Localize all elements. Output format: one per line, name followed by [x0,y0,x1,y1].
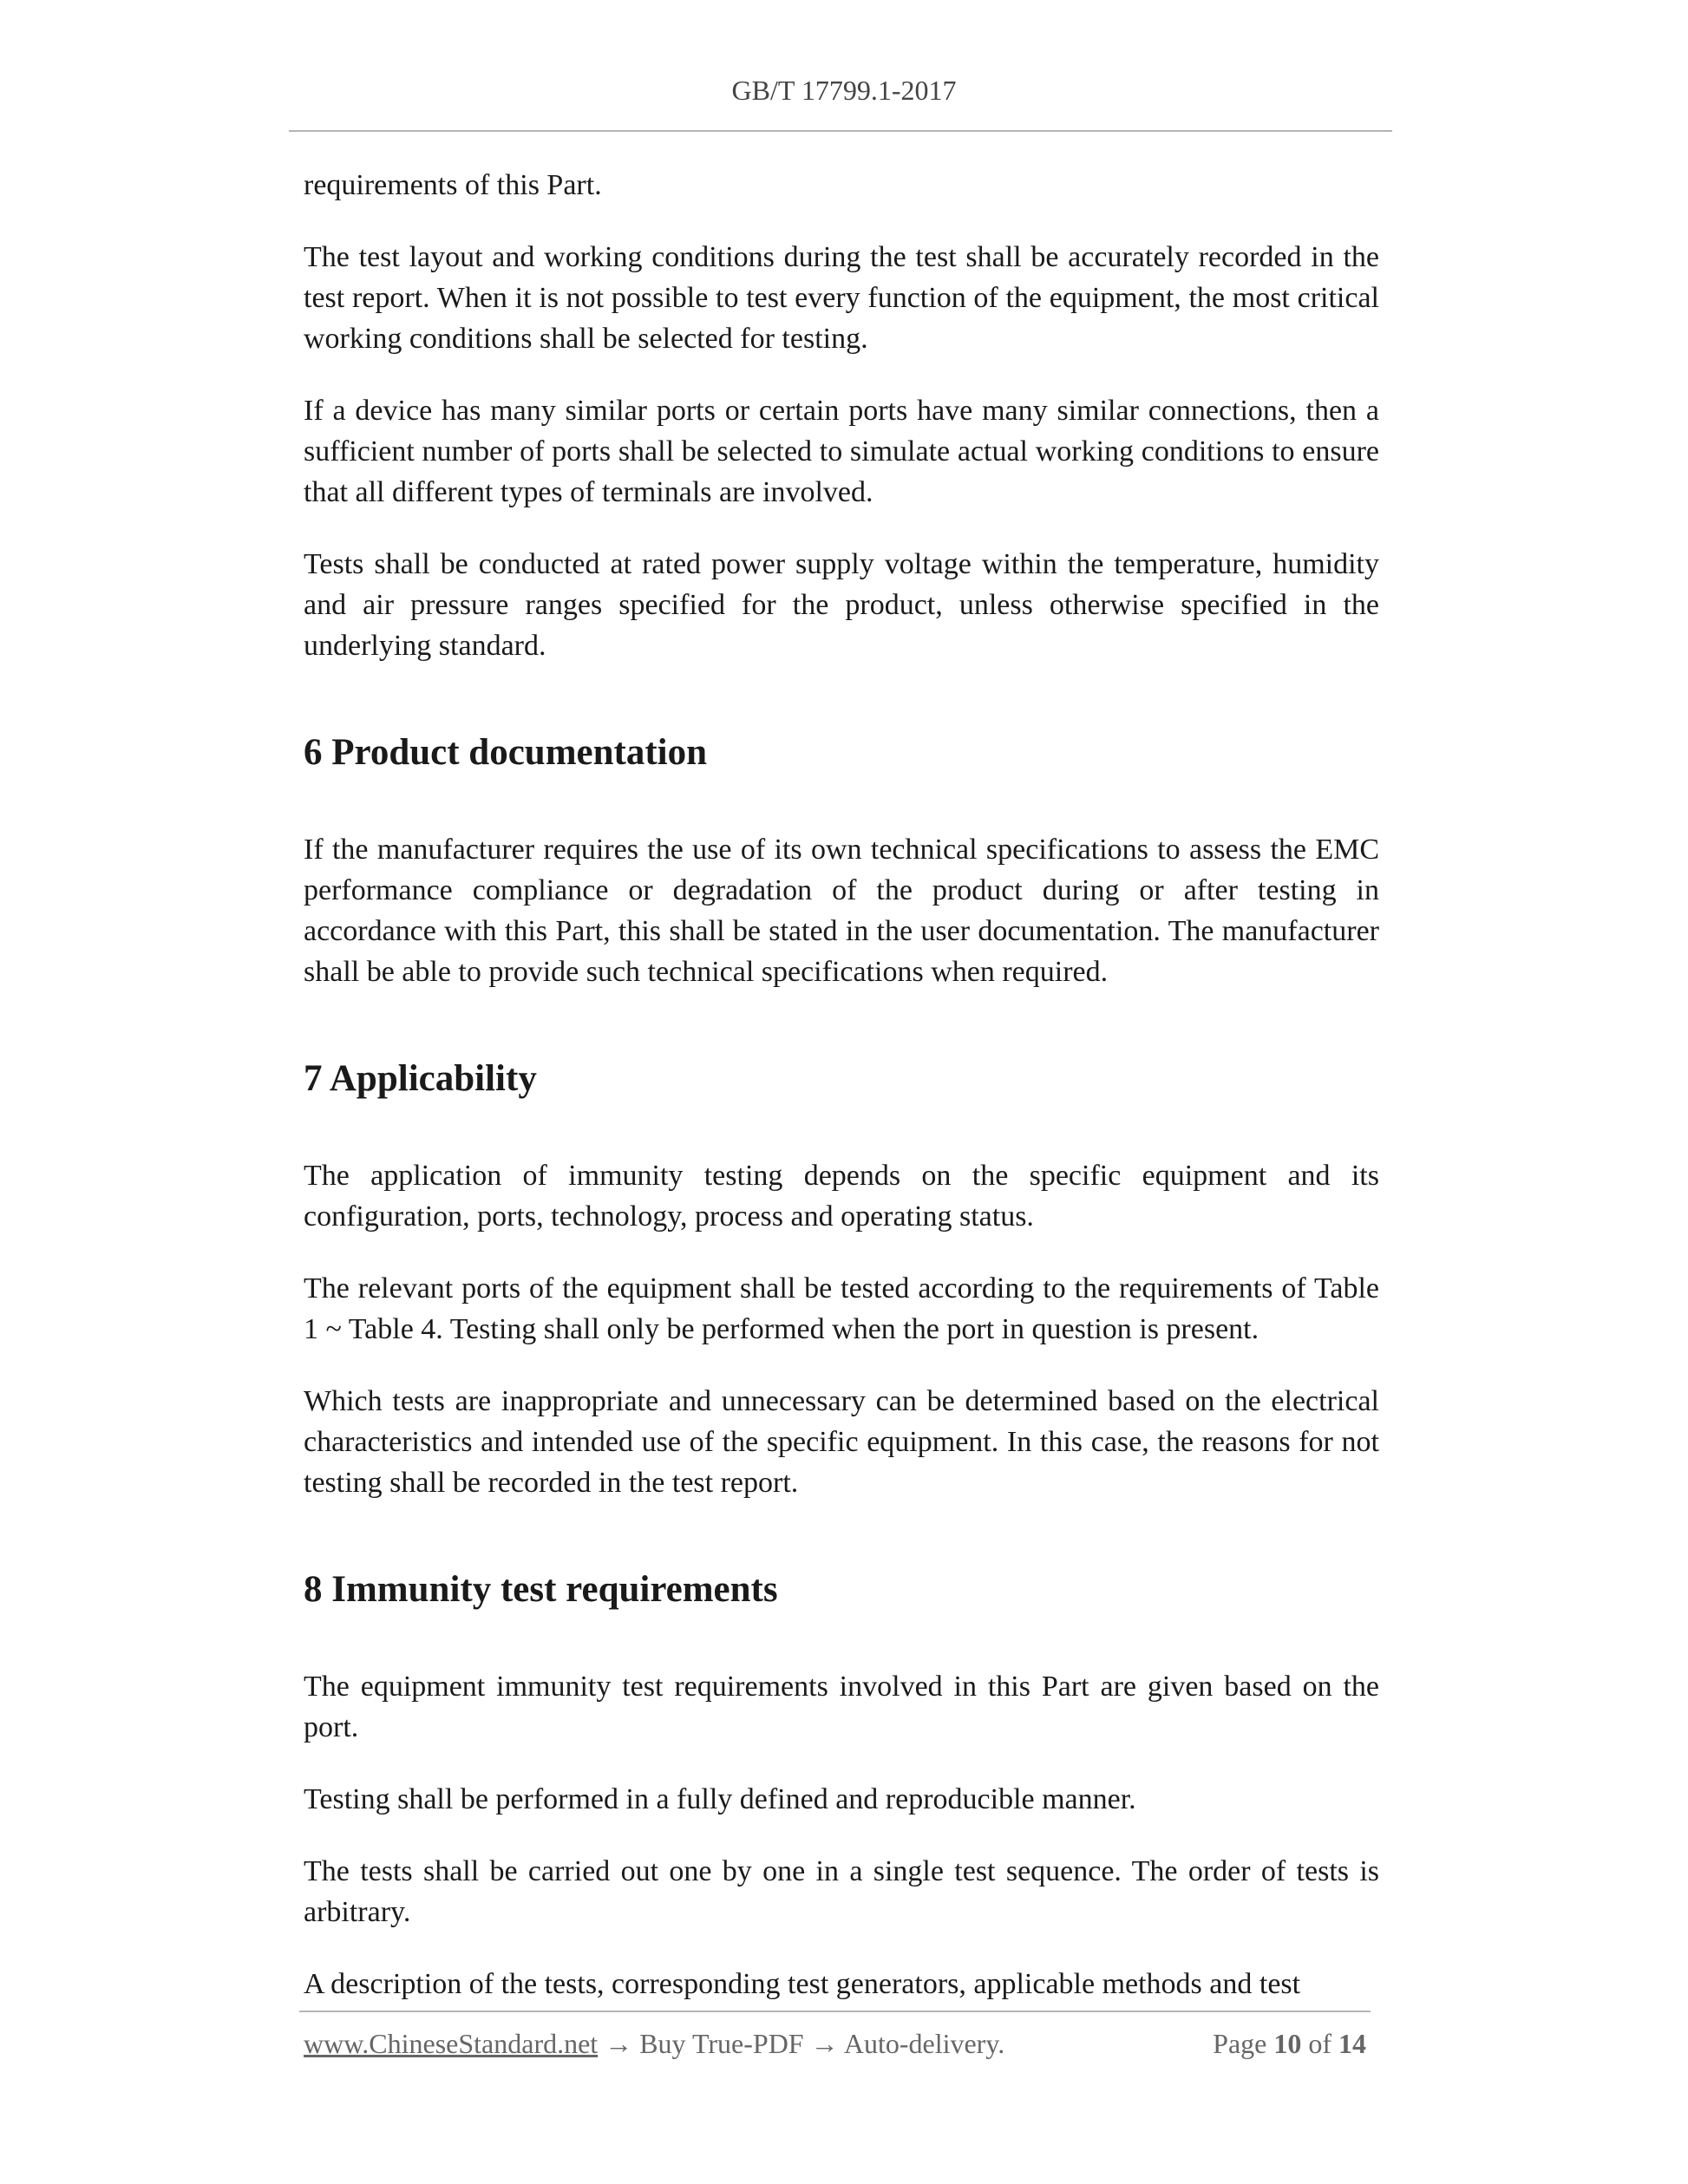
paragraph: Testing shall be performed in a fully defined and reproducible manner. [304,1783,1136,1815]
arrow-right-icon: → [810,2028,839,2059]
paragraph: A description of the tests, corresponding test generators, applicable methods and test [304,1968,1301,2000]
paragraph: The application of immunity testing depends on the specific equipment and its configuration, ports, technology, process and operating status. [304,1160,1379,1233]
paragraph: The equipment immunity test requirements involved in this Part are given based on the port. [304,1671,1379,1743]
website-link[interactable]: www.ChineseStandard.net [304,2028,599,2059]
section-heading-product-documentation: 6 Product documentation [304,732,708,773]
current-page-number: 10 [1273,2028,1302,2059]
header-divider [289,130,1392,132]
paragraph: If a device has many similar ports or certain ports have many similar connections, then a sufficient number of ports shall be selected to simulate actual working conditions to ensure that all different types of terminals are involved. [304,395,1379,508]
paragraph: Which tests are inappropriate and unnecessary can be determined based on the electrical characteristics and intended use of the specific equipment. In this case, the reasons for not testing shall be recorded in the test report. [304,1385,1379,1499]
footer-promo [304,2028,1004,2060]
paragraph: The tests shall be carried out one by one in a single test sequence. The order of tests is arbitrary. [304,1855,1379,1928]
document-code-header: GB/T 17799.1-2017 [731,75,957,106]
footer-delivery-text: Auto-delivery. [843,2028,1005,2059]
paragraph: The relevant ports of the equipment shall be tested according to the requirements of Table 1 ~ Table 4. Testing shall only be performed when the port in question is present. [304,1272,1379,1345]
of-label: of [1308,2028,1331,2059]
footer-divider [299,2011,1371,2012]
paragraph: requirements of this Part. [304,169,602,201]
total-page-count: 14 [1338,2028,1366,2059]
page-content [304,165,1379,2036]
section-heading-applicability: 7 Applicability [304,1058,537,1099]
page-label: Page [1213,2028,1267,2059]
arrow-right-icon: → [605,2028,633,2059]
footer-buy-text: Buy True-PDF [639,2028,804,2059]
section-heading-immunity-test-requirements: 8 Immunity test requirements [304,1569,778,1610]
page-number [1213,2028,1366,2060]
paragraph: If the manufacturer requires the use of its own technical specifications to assess the EMC performance compliance or degradation of the product during or after testing in accordance with this Part, this shall be stated in the user documentation. The manufacturer shall be able to provide such technical specifications when required. [304,834,1379,988]
paragraph: The test layout and working conditions during the test shall be accurately recorded in the test report. When it is not possible to test every function of the equipment, the most critical working conditions shall be selected for testing. [304,241,1379,355]
paragraph: Tests shall be conducted at rated power supply voltage within the temperature, humidity and air pressure ranges specified for the product, unless otherwise specified in the underlying standard. [304,548,1379,662]
